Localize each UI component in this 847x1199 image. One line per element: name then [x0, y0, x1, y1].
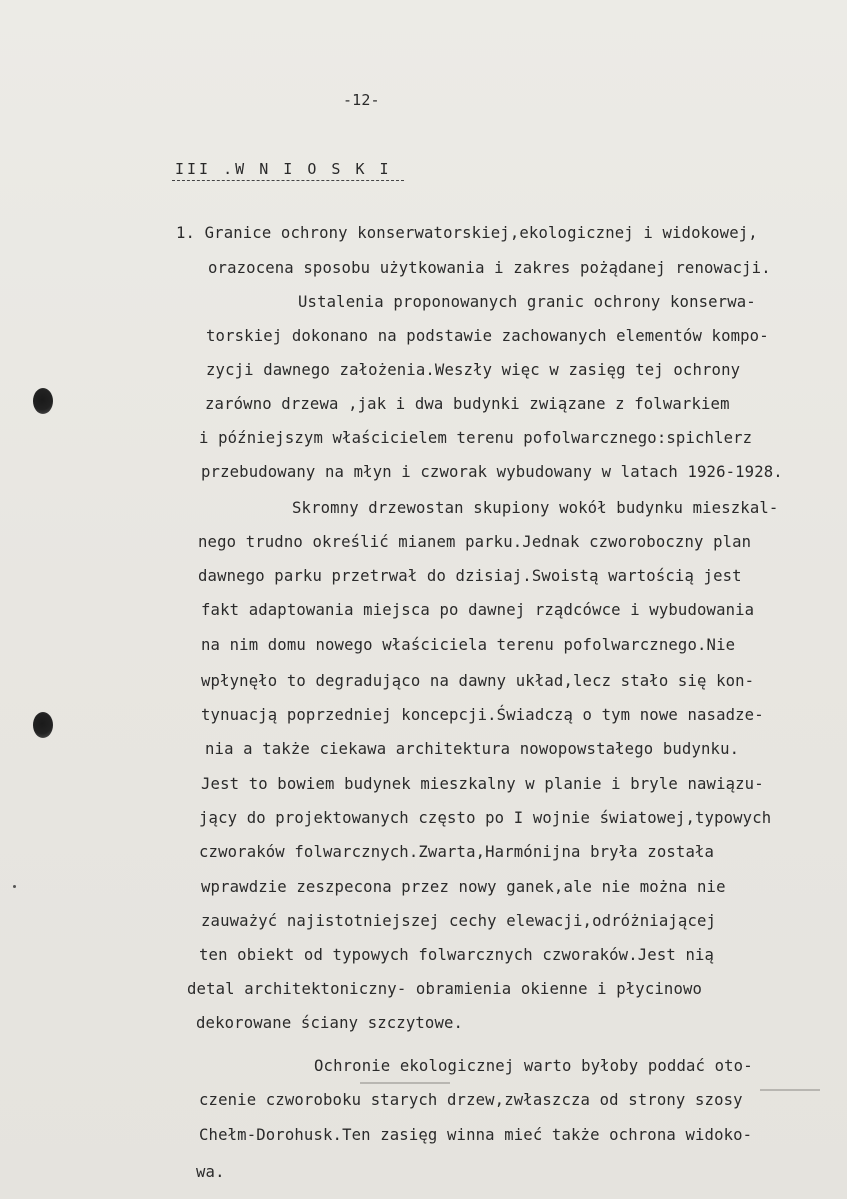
text-line: ten obiekt od typowych folwarcznych czworaków.Jest nią — [199, 946, 715, 964]
text-line: fakt adaptowania miejsca po dawnej rządcówce i wybudowania — [201, 601, 755, 619]
text-line: dawnego parku przetrwał do dzisiaj.Swoistą wartością jest — [198, 567, 742, 585]
text-line: wa. — [196, 1163, 225, 1181]
text-line: 1. Granice ochrony konserwatorskiej,ekologicznej i widokowej, — [176, 224, 758, 242]
paper-speck — [13, 885, 16, 888]
text-line: i późniejszym właścicielem terenu pofolwarcznego:spichlerz — [199, 429, 753, 447]
text-line: Ochronie ekologicznej warto byłoby poddać oto- — [314, 1057, 753, 1075]
punch-hole — [33, 388, 53, 414]
punch-hole — [33, 712, 53, 738]
text-line: na nim domu nowego właściciela terenu pofolwarcznego.Nie — [201, 636, 736, 654]
text-line: wprawdzie zeszpecona przez nowy ganek,ale nie można nie — [201, 878, 726, 896]
text-line: jący do projektowanych często po I wojnie światowej,typowych — [199, 809, 772, 827]
page-number: -12- — [343, 91, 380, 109]
text-line: nia a także ciekawa architektura nowopowstałego budynku. — [205, 740, 740, 758]
paper-mark — [360, 1082, 450, 1084]
section-heading: III .W N I O S K I — [175, 160, 392, 178]
text-line: Skromny drzewostan skupiony wokół budynku mieszkal- — [292, 499, 779, 517]
text-line: orazocena sposobu użytkowania i zakres pożądanej renowacji. — [208, 259, 771, 277]
text-line: zauważyć najistotniejszej cechy elewacji,odróżniającej — [201, 912, 717, 930]
heading-underline — [172, 180, 404, 181]
text-line: przebudowany na młyn i czworak wybudowany w latach 1926-1928. — [201, 463, 783, 481]
text-line: wpłynęło to degradująco na dawny układ,lecz stało się kon- — [201, 672, 755, 690]
text-line: Chełm-Dorohusk.Ten zasięg winna mieć także ochrona widoko- — [199, 1126, 753, 1144]
text-line: zarówno drzewa ,jak i dwa budynki związane z folwarkiem — [205, 395, 730, 413]
text-line: dekorowane ściany szczytowe. — [196, 1014, 464, 1032]
text-line: czworaków folwarcznych.Zwarta,Harmónijna bryła została — [199, 843, 715, 861]
text-line: detal architektoniczny- obramienia okienne i płycinowo — [187, 980, 703, 998]
text-line: torskiej dokonano na podstawie zachowanych elementów kompo- — [206, 327, 769, 345]
text-line: Ustalenia proponowanych granic ochrony konserwa- — [298, 293, 756, 311]
text-line: nego trudno określić mianem parku.Jednak czworoboczny plan — [198, 533, 752, 551]
text-line: Jest to bowiem budynek mieszkalny w planie i bryle nawiązu- — [201, 775, 764, 793]
paper-mark — [760, 1089, 820, 1091]
text-line: czenie czworoboku starych drzew,zwłaszcza od strony szosy — [199, 1091, 743, 1109]
text-line: tynuacją poprzedniej koncepcji.Świadczą o tym nowe nasadze- — [201, 706, 764, 724]
text-line: zycji dawnego założenia.Weszły więc w zasięg tej ochrony — [206, 361, 741, 379]
